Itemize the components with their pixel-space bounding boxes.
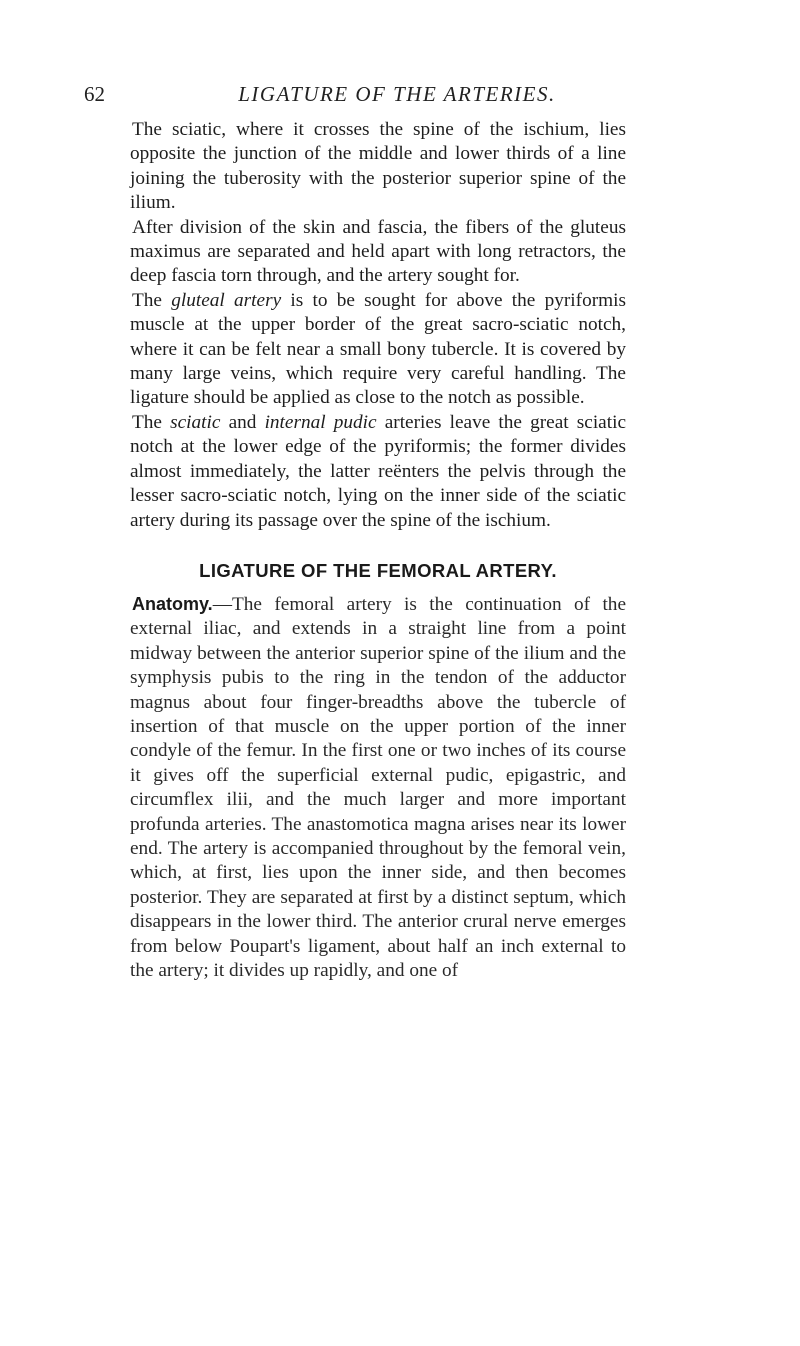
- internal-pudic-term: internal pudic: [264, 411, 377, 433]
- paragraph-text: —The femoral artery is the continuation of the external iliac, and extends in a straight line from a point midway between the anterior superior spine of the ilium and the symphysis pubis to the ring in the tendon of the adductor magnus about four finger-breadths above the tubercle of insertion of that muscle on the upper portion of the inner condyle of the femur. In the first one or two inches of its course it gives off the superficial external pudic, epigastric, and circumflex ilii, and the much larger and more important profunda arteries. The anastomotica magna arises near its lower end. The artery is accompanied throughout by the femoral vein, which, at first, lies upon the inner side, and then becomes posterior. They are separated at first by a distinct septum, which disappears in the lower third. The anterior crural nerve emerges from below Poupart's ligament, about half an inch external to the artery; it divides up rapidly, and one of: [130, 593, 626, 981]
- paragraph-text-mid: and: [220, 411, 265, 433]
- paragraph-text-lead: The: [132, 411, 171, 433]
- paragraph-gluteus-division: [130, 216, 626, 289]
- running-title: LIGATURE OF THE ARTERIES.: [238, 82, 556, 106]
- paragraph-femoral-anatomy: [130, 592, 626, 984]
- sciatic-term: sciatic: [170, 411, 221, 433]
- paragraph-text: is to be sought for above the pyriformis muscle at the upper border of the great sacro-sciatic notch, where it can be felt near a small bony tubercle. It is covered by many large veins, which require very careful handling. The ligature should be applied as close to the notch as possible.: [130, 289, 626, 409]
- paragraph-gluteal-artery: [130, 289, 626, 411]
- paragraph-sciatic-location: [130, 118, 626, 216]
- page-number: 62: [84, 82, 105, 106]
- page-header: [84, 82, 710, 110]
- gluteal-artery-term: gluteal artery: [171, 289, 282, 311]
- paragraph-text-lead: The: [132, 289, 172, 311]
- section-heading: LIGATURE OF THE FEMORAL ARTERY.: [199, 559, 557, 581]
- body-text: [130, 118, 626, 983]
- run-in-heading: Anatomy.: [132, 593, 213, 614]
- paragraph-sciatic-pudic: [130, 411, 626, 533]
- paragraph-text: arteries leave the great sciatic notch at the lower edge of the pyriformis; the former divides almost immediately, the latter reënters the pelvis through the lesser sacro-sciatic notch, lying on the inner side of the sciatic artery during its passage over the spine of the ischium.: [130, 411, 626, 531]
- paragraph-text: The sciatic, where it crosses the spine of the ischium, lies opposite the junction of the middle and lower thirds of a line joining the tuberosity with the posterior superior spine of the ilium.: [130, 119, 626, 214]
- paragraph-text: After division of the skin and fascia, the fibers of the gluteus maximus are separated and held apart with long retractors, the deep fascia torn through, and the artery sought for.: [130, 216, 626, 287]
